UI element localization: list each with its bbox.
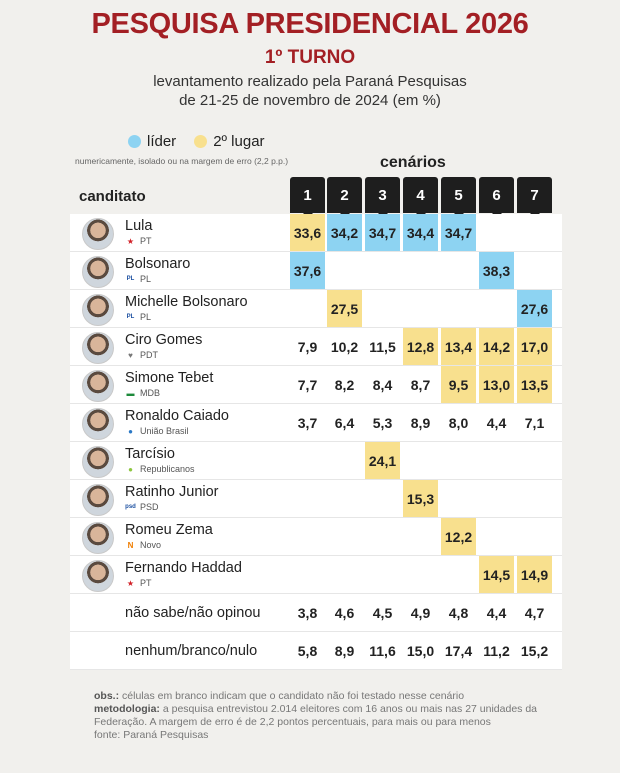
legend	[128, 133, 283, 150]
value-cell-s3: 11,5	[369, 338, 396, 355]
value-cell-s1	[290, 442, 325, 479]
party-name: PSD	[140, 502, 159, 512]
value-cell-s1: 3,7	[297, 414, 318, 431]
party-name: PDT	[140, 350, 158, 360]
value-cell-s2: 8,2	[334, 376, 355, 393]
value-cell-s2: 10,2	[330, 338, 359, 355]
value-cell-s5	[441, 252, 476, 289]
value-cell-s5	[441, 480, 476, 517]
value-cell-s4: 4,9	[410, 604, 431, 621]
table-row	[70, 328, 562, 366]
value-cell-s2	[327, 556, 362, 593]
value-cell-s7	[517, 252, 552, 289]
table-row	[70, 252, 562, 290]
footnotes	[94, 690, 554, 742]
value-cell-s4	[403, 518, 438, 555]
description-line-1: levantamento realizado pela Paraná Pesquisas	[153, 73, 467, 90]
page-subtitle: 1º TURNO	[264, 47, 356, 68]
party-name: PT	[140, 578, 152, 588]
method-label: metodologia:	[94, 703, 160, 715]
candidate-name: Tarcísio	[125, 446, 175, 462]
legend-note: numericamente, isolado ou na margem de erro (2,2 p.p.)	[75, 156, 289, 166]
scenario-header-3: 3	[365, 177, 400, 213]
value-cell-s1	[290, 480, 325, 517]
candidate-name: Bolsonaro	[125, 256, 191, 272]
scenario-header-7: 7	[517, 177, 552, 213]
table-row	[70, 442, 562, 480]
value-cell-s2: 34,2	[327, 214, 362, 251]
value-cell-s5	[441, 556, 476, 593]
candidate-avatar	[82, 446, 114, 478]
value-cell-s6: 4,4	[486, 414, 507, 431]
value-cell-s6: 14,2	[479, 328, 514, 365]
value-cell-s5: 9,5	[441, 366, 476, 403]
value-cell-s2: 27,5	[327, 290, 362, 327]
value-cell-s7: 15,2	[520, 642, 549, 659]
party-name: Republicanos	[140, 464, 195, 474]
value-cell-s7: 17,0	[517, 328, 552, 365]
candidate-name: Ratinho Junior	[125, 484, 219, 500]
candidate-name: nenhum/branco/nulo	[125, 643, 258, 659]
value-cell-s4	[403, 252, 438, 289]
value-cell-s2	[327, 480, 362, 517]
value-cell-s5: 13,4	[441, 328, 476, 365]
value-cell-s5	[441, 442, 476, 479]
candidate-avatar	[82, 294, 114, 326]
candidate-column-header: canditato	[79, 188, 146, 205]
pdt-logo-icon: ♥	[128, 350, 133, 360]
value-cell-s4	[403, 290, 438, 327]
table-row	[70, 290, 562, 328]
table-row	[70, 518, 562, 556]
value-cell-s4	[403, 556, 438, 593]
party-label	[125, 540, 161, 550]
party-name: União Brasil	[140, 426, 189, 436]
party-label	[125, 464, 195, 474]
party-label	[125, 350, 158, 360]
value-cell-s7: 13,5	[517, 366, 552, 403]
candidate-avatar	[82, 332, 114, 364]
candidate-name: Michelle Bolsonaro	[125, 294, 248, 310]
value-cell-s6: 38,3	[479, 252, 514, 289]
value-cell-s2	[327, 252, 362, 289]
value-cell-s6	[479, 518, 514, 555]
value-cell-s4: 15,0	[406, 642, 435, 659]
value-cell-s3	[365, 518, 400, 555]
value-cell-s3	[365, 556, 400, 593]
value-cell-s7: 27,6	[517, 290, 552, 327]
candidate-name: não sabe/não opinou	[125, 605, 261, 621]
candidate-avatar	[82, 218, 114, 250]
value-cell-s3	[365, 480, 400, 517]
value-cell-s3: 8,4	[372, 376, 393, 393]
method-note	[94, 703, 554, 729]
value-cell-s1	[290, 290, 325, 327]
value-cell-s3: 11,6	[369, 642, 396, 659]
value-cell-s2	[327, 442, 362, 479]
table-row	[70, 632, 562, 670]
value-cell-s4: 12,8	[403, 328, 438, 365]
value-cell-s7	[517, 214, 552, 251]
value-cell-s1: 33,6	[290, 214, 325, 251]
scenario-header-4: 4	[403, 177, 438, 213]
value-cell-s1: 5,8	[297, 642, 318, 659]
value-cell-s4: 34,4	[403, 214, 438, 251]
value-cell-s5: 4,8	[448, 604, 469, 621]
table-row	[70, 480, 562, 518]
value-cell-s1: 37,6	[290, 252, 325, 289]
obs-text: células em branco indicam que o candidato não foi testado nesse cenário	[122, 690, 465, 702]
value-cell-s3: 24,1	[365, 442, 400, 479]
value-cell-s1	[290, 518, 325, 555]
value-cell-s5	[441, 290, 476, 327]
value-cell-s3: 5,3	[372, 414, 393, 431]
party-label	[125, 388, 160, 398]
value-cell-s6	[479, 442, 514, 479]
value-cell-s3	[365, 290, 400, 327]
legend-leader	[128, 133, 176, 150]
value-cell-s3	[365, 252, 400, 289]
obs-note	[94, 690, 554, 703]
value-cell-s4: 8,9	[410, 414, 431, 431]
party-label	[125, 236, 152, 246]
second-swatch	[194, 135, 207, 148]
table-row	[70, 556, 562, 594]
candidate-name: Ronaldo Caiado	[125, 408, 229, 424]
scenario-header-2: 2	[327, 177, 362, 213]
value-cell-s1	[290, 556, 325, 593]
candidate-avatar	[82, 370, 114, 402]
party-label	[125, 426, 189, 436]
table-row	[70, 594, 562, 632]
scenarios-label: cenários	[380, 154, 446, 171]
candidate-name: Fernando Haddad	[125, 560, 242, 576]
value-cell-s7	[517, 480, 552, 517]
value-cell-s5: 8,0	[448, 414, 469, 431]
value-cell-s6	[479, 214, 514, 251]
value-cell-s2: 4,6	[334, 604, 355, 621]
value-cell-s7	[517, 518, 552, 555]
candidate-avatar	[82, 560, 114, 592]
party-label	[125, 312, 151, 322]
value-cell-s7: 7,1	[524, 414, 545, 431]
value-cell-s3: 34,7	[365, 214, 400, 251]
value-cell-s5: 34,7	[441, 214, 476, 251]
page-title: PESQUISA PRESIDENCIAL 2026	[91, 8, 529, 40]
legend-second	[194, 133, 264, 150]
uniao-logo-icon: ●	[128, 426, 133, 436]
value-cell-s7: 14,9	[517, 556, 552, 593]
value-cell-s6	[479, 290, 514, 327]
star-icon: ★	[126, 236, 135, 246]
value-cell-s7	[517, 442, 552, 479]
value-cell-s5: 12,2	[441, 518, 476, 555]
description-line-2: de 21-25 de novembro de 2024 (em %)	[179, 92, 441, 109]
legend-second-label: 2º lugar	[213, 133, 265, 150]
pl-logo-icon: PL	[126, 313, 135, 320]
results-table	[70, 214, 562, 670]
candidate-avatar	[82, 256, 114, 288]
table-row	[70, 214, 562, 252]
mdb-logo-icon: ▬	[126, 388, 135, 398]
table-row	[70, 366, 562, 404]
value-cell-s4: 8,7	[410, 376, 431, 393]
value-cell-s4	[403, 442, 438, 479]
candidate-avatar	[82, 522, 114, 554]
candidate-name: Romeu Zema	[125, 522, 213, 538]
leader-swatch	[128, 135, 141, 148]
pl-logo-icon: PL	[126, 275, 135, 282]
table-row	[70, 404, 562, 442]
novo-logo-icon: N	[127, 540, 134, 550]
value-cell-s6: 11,2	[483, 642, 510, 659]
candidate-avatar	[82, 408, 114, 440]
party-name: PT	[140, 236, 152, 246]
value-cell-s7: 4,7	[524, 604, 545, 621]
value-cell-s3: 4,5	[372, 604, 393, 621]
value-cell-s2: 6,4	[334, 414, 355, 431]
candidate-name: Ciro Gomes	[125, 332, 203, 348]
legend-leader-label: líder	[147, 133, 177, 150]
value-cell-s1: 7,7	[297, 376, 318, 393]
value-cell-s6: 13,0	[479, 366, 514, 403]
value-cell-s6: 14,5	[479, 556, 514, 593]
candidate-name: Simone Tebet	[125, 370, 214, 386]
scenario-header-6: 6	[479, 177, 514, 213]
value-cell-s6	[479, 480, 514, 517]
value-cell-s1: 3,8	[297, 604, 318, 621]
value-cell-s4: 15,3	[403, 480, 438, 517]
republicanos-logo-icon: ●	[128, 464, 133, 474]
method-text: a pesquisa entrevistou 2.014 eleitores com 16 anos ou mais nas 27 unidades da Federação. A margem de erro é de 2,2 pontos percentuais, para mais ou para menos	[94, 703, 538, 728]
psd-logo-icon: psd	[125, 503, 136, 510]
party-name: PL	[140, 312, 152, 322]
obs-label: obs.:	[94, 690, 120, 702]
value-cell-s5: 17,4	[444, 642, 473, 659]
source-note: fonte: Paraná Pesquisas	[94, 729, 209, 741]
survey-description	[0, 72, 620, 110]
party-label	[125, 578, 152, 588]
star-icon: ★	[126, 578, 135, 588]
party-name: Novo	[140, 540, 162, 550]
value-cell-s2: 8,9	[334, 642, 355, 659]
value-cell-s6: 4,4	[486, 604, 507, 621]
value-cell-s2	[327, 518, 362, 555]
value-cell-s1: 7,9	[297, 338, 318, 355]
party-label	[125, 274, 151, 284]
scenario-header-1: 1	[290, 177, 325, 213]
party-name: MDB	[140, 388, 160, 398]
candidate-name: Lula	[125, 218, 153, 234]
party-label	[125, 502, 159, 512]
party-name: PL	[140, 274, 152, 284]
scenario-header-5: 5	[441, 177, 476, 213]
candidate-avatar	[82, 484, 114, 516]
